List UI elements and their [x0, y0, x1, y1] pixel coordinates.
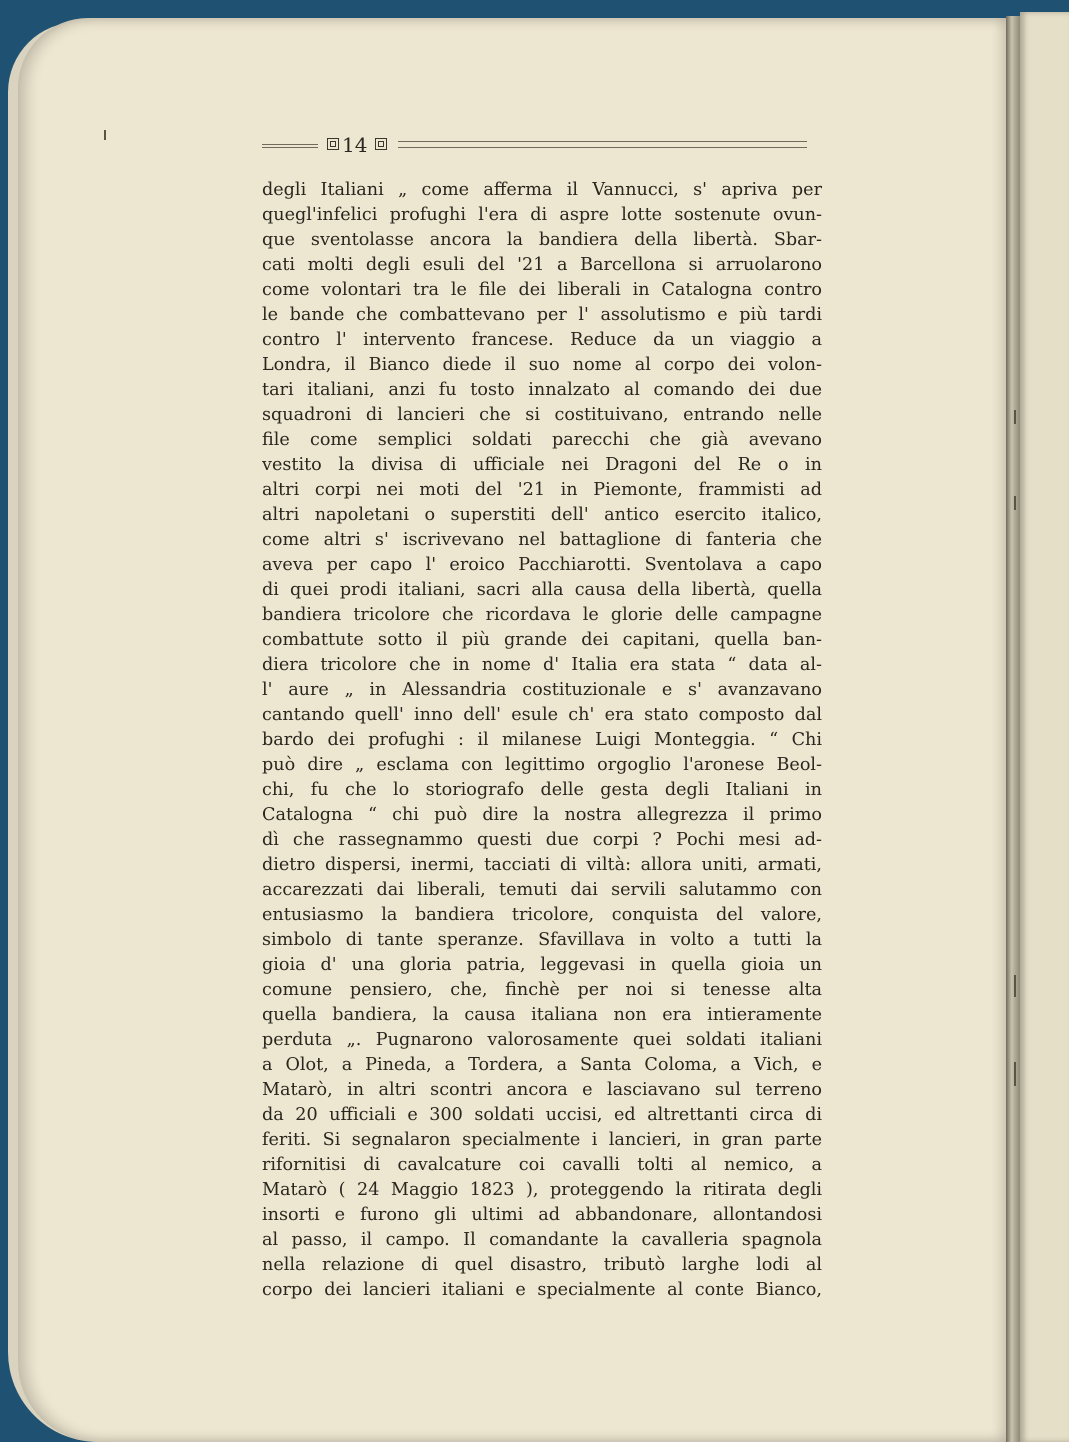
square-ornament-icon	[375, 138, 387, 150]
text-line: bandiera tricolore che ricordava le glorie delle campagne	[262, 605, 822, 625]
header-rule-right	[398, 141, 807, 148]
text-line: quella bandiera, la causa italiana non era intieramente	[262, 1005, 822, 1025]
text-line: altri napoletani o superstiti dell' antico esercito italico,	[262, 505, 822, 525]
text-line: feriti. Si segnalaron specialmente i lancieri, in gran parte	[262, 1130, 822, 1150]
text-line: insorti e furono gli ultimi ad abbandonare, allontandosi	[262, 1205, 822, 1225]
text-line: le bande che combattevano per l' assolutismo e più tardi	[262, 305, 822, 325]
text-line: a Olot, a Pineda, a Tordera, a Santa Coloma, a Vich, e	[262, 1055, 822, 1075]
text-line: gioia d' una gloria patria, leggevasi in quella gioia un	[262, 955, 822, 975]
header-rule-left	[262, 144, 318, 148]
text-line: combattute sotto il più grande dei capitani, quella ban-	[262, 630, 822, 650]
text-line: comune pensiero, che, finchè per noi si tenesse alta	[262, 980, 822, 1000]
margin-tick	[1014, 410, 1016, 424]
running-header	[262, 133, 807, 159]
text-line: come volontari tra le file dei liberali in Catalogna contro	[262, 280, 822, 300]
square-ornament-icon	[327, 138, 339, 150]
book-gutter	[1006, 16, 1020, 1442]
text-line: chi, fu che lo storiografo delle gesta degli Italiani in	[262, 780, 822, 800]
text-line: cati molti degli esuli del '21 a Barcellona si arruolarono	[262, 255, 822, 275]
page-number: 14	[342, 133, 368, 157]
text-line: aveva per capo l' eroico Pacchiarotti. Sventolava a capo	[262, 555, 822, 575]
text-line: da 20 ufficiali e 300 soldati uccisi, ed altrettanti circa di	[262, 1105, 822, 1125]
text-line: dietro dispersi, inermi, tacciati di viltà: allora uniti, armati,	[262, 855, 822, 875]
text-line: Matarò ( 24 Maggio 1823 ), proteggendo la ritirata degli	[262, 1180, 822, 1200]
text-line: degli Italiani „ come afferma il Vannucci, s' apriva per	[262, 180, 822, 200]
margin-tick	[1014, 1062, 1016, 1086]
facing-page-edge	[1020, 12, 1069, 1442]
text-line: altri corpi nei moti del '21 in Piemonte, frammisti ad	[262, 480, 822, 500]
margin-tick	[1014, 496, 1016, 510]
text-line: tari italiani, anzi fu tosto innalzato al comando dei due	[262, 380, 822, 400]
text-line: entusiasmo la bandiera tricolore, conquista del valore,	[262, 905, 822, 925]
text-line: dì che rassegnammo questi due corpi ? Pochi mesi ad-	[262, 830, 822, 850]
text-line: vestito la divisa di ufficiale nei Dragoni del Re o in	[262, 455, 822, 475]
text-line: Londra, il Bianco diede il suo nome al corpo dei volon-	[262, 355, 822, 375]
text-line: file come semplici soldati parecchi che già avevano	[262, 430, 822, 450]
text-line: Matarò, in altri scontri ancora e lasciavano sul terreno	[262, 1080, 822, 1100]
text-line: Catalogna “ chi può dire la nostra allegrezza il primo	[262, 805, 822, 825]
margin-tick	[104, 130, 106, 140]
text-line: contro l' intervento francese. Reduce da un viaggio a	[262, 330, 822, 350]
text-line: que sventolasse ancora la bandiera della libertà. Sbar-	[262, 230, 822, 250]
text-line: l' aure „ in Alessandria costituzionale e s' avanzavano	[262, 680, 822, 700]
text-line: perduta „. Pugnarono valorosamente quei soldati italiani	[262, 1030, 822, 1050]
text-line: cantando quell' inno dell' esule ch' era stato composto dal	[262, 705, 822, 725]
margin-tick	[1014, 975, 1016, 997]
text-line: rifornitisi di cavalcature coi cavalli tolti al nemico, a	[262, 1155, 822, 1175]
text-line: bardo dei profughi : il milanese Luigi Monteggia. “ Chi	[262, 730, 822, 750]
text-line: nella relazione di quel disastro, tributò larghe lodi al	[262, 1255, 822, 1275]
text-line: simbolo di tante speranze. Sfavillava in volto a tutti la	[262, 930, 822, 950]
text-line: diera tricolore che in nome d' Italia era stata “ data al-	[262, 655, 822, 675]
text-line: corpo dei lancieri italiani e specialmente al conte Bianco,	[262, 1280, 822, 1300]
text-line: squadroni di lancieri che si costituivano, entrando nelle	[262, 405, 822, 425]
text-line: quegl'infelici profughi l'era di aspre lotte sostenute ovun-	[262, 205, 822, 225]
text-line: può dire „ esclama con legittimo orgoglio l'aronese Beol-	[262, 755, 822, 775]
text-line: di quei prodi italiani, sacri alla causa della libertà, quella	[262, 580, 822, 600]
text-line: come altri s' iscrivevano nel battaglione di fanteria che	[262, 530, 822, 550]
text-line: al passo, il campo. Il comandante la cavalleria spagnola	[262, 1230, 822, 1250]
text-line: accarezzati dai liberali, temuti dai servili salutammo con	[262, 880, 822, 900]
body-text	[262, 178, 822, 1303]
